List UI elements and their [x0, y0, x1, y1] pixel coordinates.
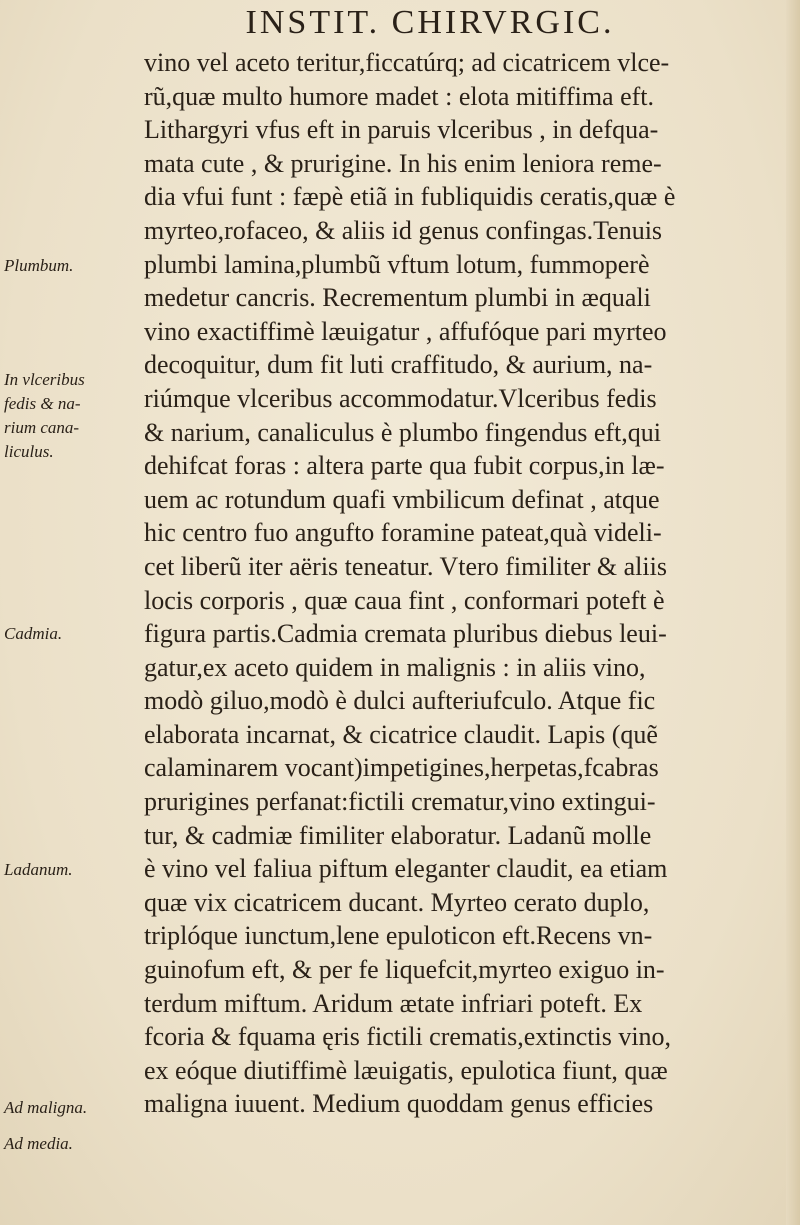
text-line: dia vfui funt : fæpè etiã in fubliquidis ceratis,quæ è — [144, 182, 676, 212]
margin-note-ladanum — [4, 858, 136, 882]
text-line: vino vel aceto teritur,ficcatúrq; ad cicatricem vlce- — [144, 48, 670, 77]
margin-note-vlceribus — [4, 368, 136, 464]
text-line: dehifcat foras : altera parte qua fubit corpus,in læ- — [144, 451, 665, 481]
text-line: maligna iuuent. Medium quoddam genus efficies — [144, 1089, 654, 1119]
margin-note-line: Cadmia. — [4, 624, 63, 643]
page-edge — [786, 0, 800, 1225]
margin-note-line: Ad media. — [4, 1134, 73, 1153]
text-line: plumbi lamina,plumbũ vftum lotum, fummoperè — [144, 249, 650, 279]
text-line: vino exactiffimè læuigatur , affufóque pari myrteo — [144, 316, 667, 346]
text-line: calaminarem vocant)impetigines,herpetas,fcabras — [144, 753, 659, 783]
running-header: INSTIT. CHIRVRGIC. — [245, 4, 615, 41]
margin-note-line: rium cana- — [4, 418, 80, 437]
text-line: ex eóque diutiffimè læuigatis, epulotica fiunt, quæ — [144, 1055, 668, 1085]
text-line: triplóque iunctum,lene epuloticon eft.Recens vn- — [144, 921, 653, 951]
margin-note-line: In vlceribus — [4, 370, 85, 389]
margin-note-ad-maligna — [4, 1096, 136, 1120]
text-line: riúmque vlceribus accommodatur.Vlceribus fedis — [144, 383, 657, 413]
text-line: gatur,ex aceto quidem in malignis : in aliis vino, — [144, 652, 646, 682]
margin-note-line: Ladanum. — [4, 860, 73, 879]
margin-note-line: Ad maligna. — [4, 1098, 88, 1117]
text-line: è vino vel faliua piftum eleganter claudit, ea etiam — [144, 854, 668, 884]
main-text — [144, 46, 784, 1121]
margin-note-line: fedis & na- — [4, 394, 81, 413]
text-line: quæ vix cicatricem ducant. Myrteo cerato duplo, — [144, 887, 650, 917]
text-line: Lithargyri vfus eft in paruis vlceribus , in defqua- — [144, 115, 659, 145]
text-line: uem ac rotundum quafi vmbilicum definat , atque — [144, 484, 660, 514]
text-line: rũ,quæ multo humore madet : elota mitiffima eft. — [144, 81, 655, 111]
margin-note-cadmia — [4, 622, 136, 646]
text-line: hic centro fuo angufto foramine pateat,quà videli- — [144, 518, 662, 548]
text-line: terdum miftum. Aridum ætate infriari poteft. Ex — [144, 988, 643, 1018]
text-line: myrteo,rofaceo, & aliis id genus confingas.Tenuis — [144, 215, 663, 245]
margin-note-line: Plumbum. — [4, 256, 74, 275]
text-line: & narium, canaliculus è plumbo fingendus eft,qui — [144, 417, 661, 447]
text-line: locis corporis , quæ caua fint , conformari poteft è — [144, 585, 665, 615]
text-line: cet liberũ iter aëris teneatur. Vtero fimiliter & aliis — [144, 551, 667, 581]
text-line: medetur cancris. Recrementum plumbi in æquali — [144, 283, 651, 313]
text-line: guinofum eft, & per fe liquefcit,myrteo exiguo in- — [144, 955, 665, 985]
text-line: prurigines perfanat:fictili crematur,vino extingui- — [144, 787, 656, 817]
text-line: figura partis.Cadmia cremata pluribus diebus leui- — [144, 619, 667, 649]
text-line: fcoria & fquama ęris fictili crematis,extinctis vino, — [144, 1022, 672, 1052]
text-line: mata cute , & prurigine. In his enim leniora reme- — [144, 148, 662, 178]
text-line: modò giluo,modò è dulci aufteriufculo. Atque fic — [144, 686, 656, 716]
margin-note-line: liculus. — [4, 442, 54, 461]
margin-note-ad-media — [4, 1132, 136, 1156]
text-line: decoquitur, dum fit luti craffitudo, & aurium, na- — [144, 350, 653, 380]
text-line: elaborata incarnat, & cicatrice claudit. Lapis (quẽ — [144, 719, 658, 749]
text-line: tur, & cadmiæ fimiliter elaboratur. Ladanũ molle — [144, 820, 652, 850]
margin-note-plumbum — [4, 254, 136, 278]
